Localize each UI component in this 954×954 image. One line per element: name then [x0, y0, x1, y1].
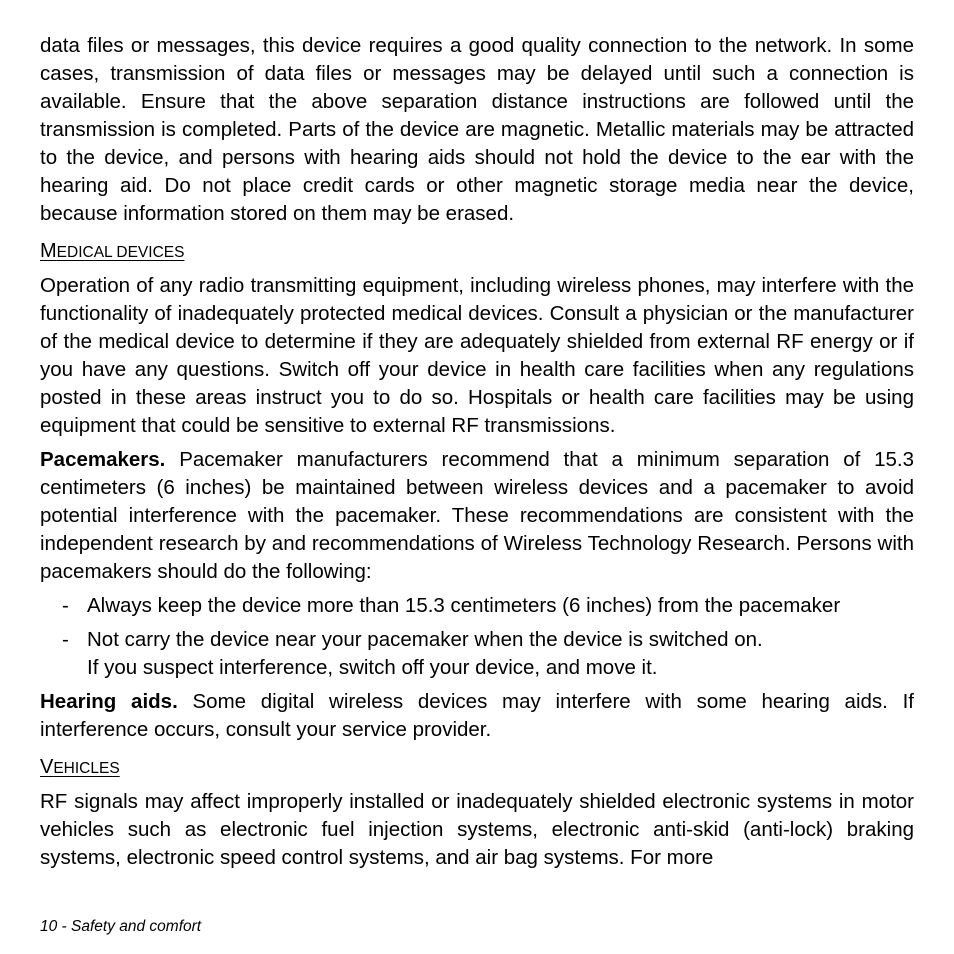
vehicles-heading-rest: EHICLES — [53, 760, 120, 777]
intro-paragraph: data files or messages, this device requires a good quality connection to the network. In some cases, transmission of data files or messages may be delayed until such a connection is available. Ensure that the above separation distance instructions are followed until the transmission is completed. Parts of the device are magnetic. Metallic materials may be attracted to the device, and persons with hearing aids should not hold the device to the ear with the hearing aid. Do not place credit cards or other magnetic storage media near the device, because information stored on them may be erased. — [40, 34, 914, 225]
vehicles-heading — [40, 755, 914, 781]
dash-bullet-icon: - — [62, 628, 69, 651]
vehicles-paragraph: RF signals may affect improperly installed or inadequately shielded electronic systems in motor vehicles such as electronic fuel injection systems, electronic anti-skid (anti-lock) braking systems, electronic speed control systems, and air bag systems. For more — [40, 790, 914, 869]
dash-bullet-icon: - — [62, 594, 69, 617]
vehicles-heading-initial: V — [40, 756, 54, 778]
document-page — [40, 32, 914, 878]
medical-heading-initial: M — [40, 240, 57, 262]
hearing-aids-paragraph — [40, 688, 914, 744]
hearing-aids-text: Some digital wireless devices may interfere with some hearing aids. If interference occurs, consult your service provider. — [40, 690, 914, 741]
list-item — [40, 626, 914, 682]
list-item — [40, 592, 914, 620]
medical-devices-paragraph: Operation of any radio transmitting equipment, including wireless phones, may interfere with the functionality of inadequately protected medical devices. Consult a physician or the manufacturer of the medical device to determine if they are adequately shielded from external RF energy or if you have any questions. Switch off your device in health care facilities when any regulations posted in these areas instruct you to do so. Hospitals or health care facilities may be using equipment that could be sensitive to external RF transmissions. — [40, 274, 914, 437]
pacemakers-paragraph — [40, 446, 914, 586]
pacemakers-text: Pacemaker manufacturers recommend that a minimum separation of 15.3 centimeters (6 inches) be maintained between wireless devices and a pacemaker to avoid potential interference with the pacemaker. These recommendations are consistent with the independent research by and recommendations of Wireless Technology Research. Persons with pacemakers should do the following: — [40, 448, 914, 583]
list-item-text-continued: If you suspect interference, switch off your device, and move it. — [87, 656, 658, 679]
medical-heading-rest: EDICAL DEVICES — [56, 244, 185, 261]
list-item-text: Not carry the device near your pacemaker when the device is switched on. — [87, 628, 763, 651]
page-footer: 10 - Safety and comfort — [40, 918, 202, 935]
hearing-aids-label: Hearing aids. — [40, 690, 178, 713]
pacemakers-label: Pacemakers. — [40, 448, 166, 471]
list-item-text: Always keep the device more than 15.3 centimeters (6 inches) from the pacemaker — [87, 594, 841, 617]
pacemaker-guidance-list — [40, 592, 914, 682]
medical-devices-heading — [40, 239, 914, 265]
